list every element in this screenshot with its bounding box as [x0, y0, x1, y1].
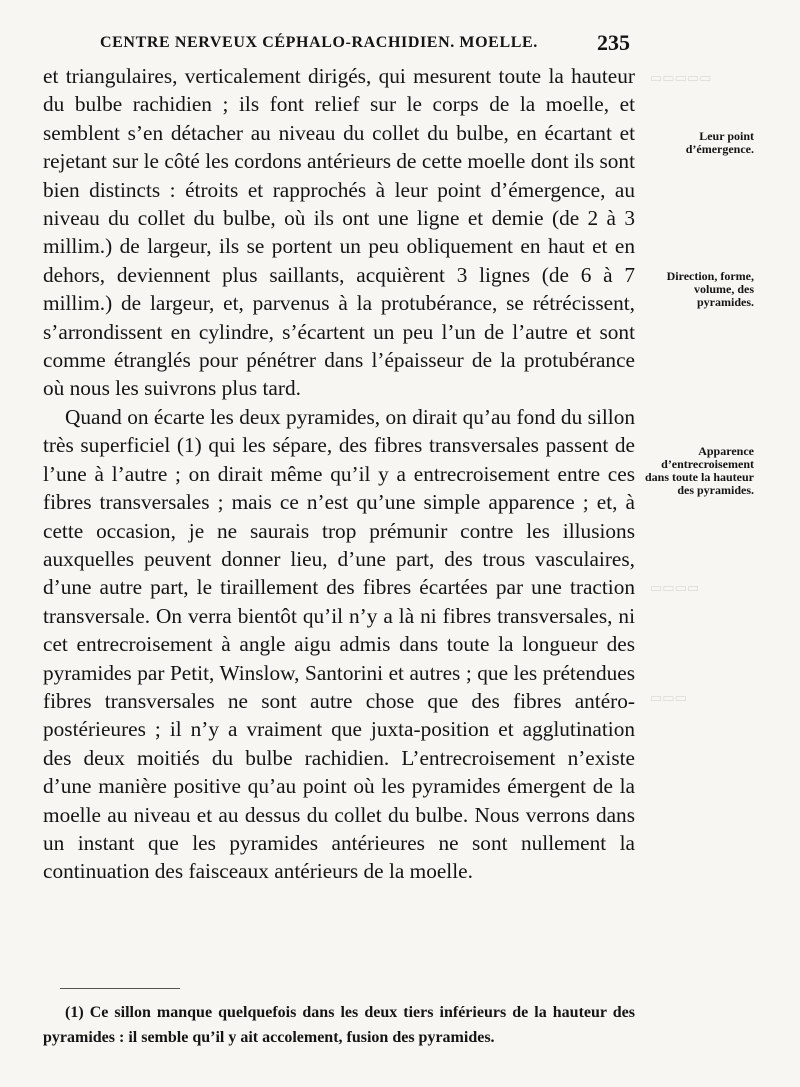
footnote: (1) Ce sillon manque quelquefois dans les deux tiers inférieurs de la hauteur des pyramides : il semble qu’il y ait accolement, fusion des pyramides.: [43, 1004, 635, 1046]
paragraph: Quand on écarte les deux pyramides, on dirait qu’au fond du sillon très superficiel (1) qui les sépare, des fibres transversales passent de l’une à l’autre ; on dirait même qu’il y a entrecroisement entre ces fibres transversales ; mais ce n’est qu’une simple apparence ; et, à cette occasion, je ne saurais trop prémunir contre les illusions auxquelles peuvent donner lieu, d’une part, des trous vasculaires, d’une autre part, le tiraillement des fibres écartées par une traction transversale. On verra bientôt qu’il n’y a là ni fibres transversales, ni cet entrecroisement à angle aigu admis dans toute la longueur des pyramides par Petit, Winslow, Santorini et autres ; que les prétendues fibres transversales ne sont autre chose que des fibres antéro-postérieures ; il n’y a vraiment que juxta-position et agglutination des deux moitiés du bulbe rachidien. L’entrecroisement n’existe d’une manière positive qu’au point où les pyramides émergent de la moelle au niveau et au dessus du collet du bulbe. Nous verrons dans un instant que les pyramides antérieures ne sont nullement la continuation des faisceaux antérieurs de la moelle.: [43, 404, 635, 884]
page-number: 235: [597, 30, 630, 55]
running-title: CENTRE NERVEUX CÉPHALO-RACHIDIEN. MOELLE.: [100, 34, 538, 51]
margin-note-apparence: Apparence d’entrecroisement dans toute la hauteur des pyramides.: [644, 444, 754, 497]
margin-note-direction: Direction, forme, volume, des pyramides.: [666, 269, 754, 309]
paragraph: et triangulaires, verticalement dirigés, qui mesurent toute la hauteur du bulbe rachidien ; ils font relief sur le corps de la moelle, et semblent s’en détacher au niveau du collet du bulbe, en écartant et rejetant sur le côté les cordons antérieurs de cette moelle dont ils sont bien distincts : étroits et rapprochés à leur point d’émergence, au niveau du collet du bulbe, où ils ont une ligne et demie (de 2 à 3 millim.) de largeur, ils se portent un peu obliquement en haut et en dehors, deviennent plus saillants, acquièrent 3 lignes (de 6 à 7 millim.) de largeur, et, parvenus à la protubérance, se rétrécissent, s’arrondissent en cylindre, s’écartent un peu l’un de l’autre et sont comme étranglés pour pénétrer dans l’épaisseur de la protubérance où nous les suivrons plus tard.: [43, 64, 635, 401]
bleed-through-mark: ▭▭▭▭: [650, 580, 700, 595]
page-header: [100, 28, 630, 58]
margin-note-emergence: Leur point d’émergence.: [685, 129, 754, 156]
body-text: [43, 62, 635, 886]
bleed-through-mark: ▭▭▭: [650, 690, 687, 705]
footnote-divider: [60, 988, 180, 989]
bleed-through-mark: ▭▭▭▭▭: [650, 70, 712, 85]
